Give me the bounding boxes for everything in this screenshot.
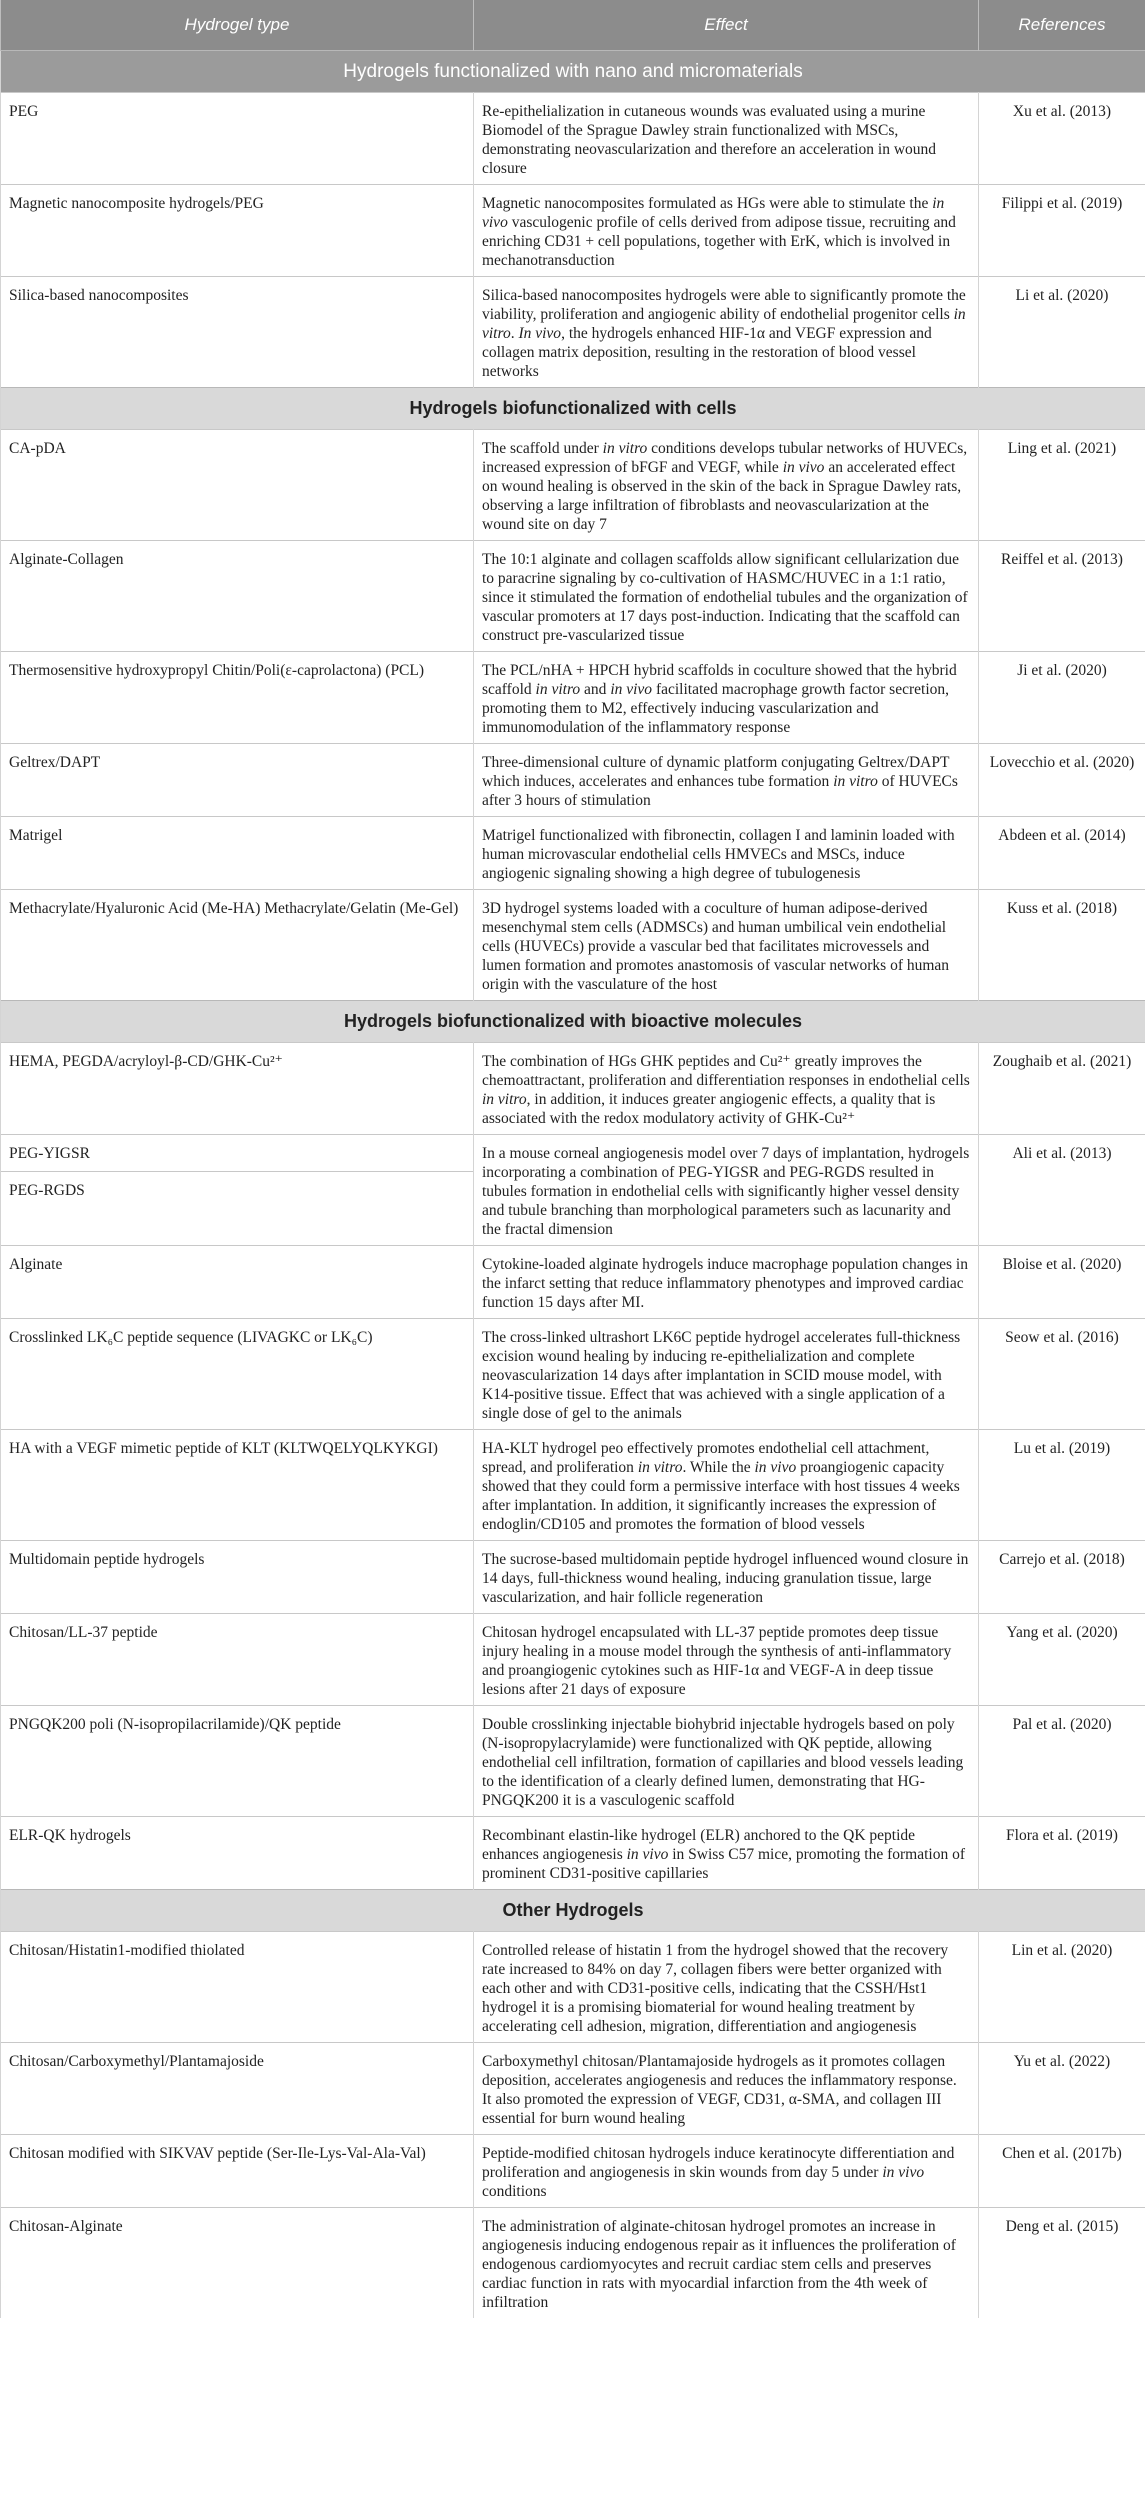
effect-cell: Magnetic nanocomposites formulated as HGs were able to stimulate the in vivo vasculogenic profile of cells derived from adipose tissue, recruiting and enriching CD31 + cell populations, together with ErK, which is involved in mechanotransduction [474, 185, 979, 277]
hydrogel-type-cell: Chitosan-Alginate [1, 2208, 474, 2319]
emphasis-term: in vitro [637, 1459, 683, 1476]
section-title: Other Hydrogels [1, 1890, 1145, 1932]
effect-cell: Silica-based nanocomposites hydrogels were able to significantly promote the viability, proliferation and angiogenic ability of endothelial progenitor cells in vitro. In vivo, the hydrogels enhanced HIF-1α and VEGF expression and collagen matrix deposition, resulting in the restoration of blood vessel networks [474, 277, 979, 388]
hydrogel-type-cell: Methacrylate/Hyaluronic Acid (Me-HA) Methacrylate/Gelatin (Me-Gel) [1, 890, 474, 1001]
hydrogel-type-cell: Chitosan modified with SIKVAV peptide (Ser-Ile-Lys-Val-Ala-Val) [1, 2135, 474, 2208]
section-row [1, 51, 1145, 93]
hydrogel-type-cell: CA-pDA [1, 430, 474, 541]
effect-cell: In a mouse corneal angiogenesis model over 7 days of implantation, hydrogels incorporating a combination of PEG-YIGSR and PEG-RGDS resulted in tubules formation in endothelial cells with significantly higher vessel density and tubule branching than morphological parameters such as lacunarity and the fractal dimension [474, 1135, 979, 1246]
emphasis-term: in vivo [782, 459, 825, 476]
section-row [1, 1001, 1145, 1043]
table-row [1, 1043, 1145, 1135]
effect-cell: Three-dimensional culture of dynamic platform conjugating Geltrex/DAPT which induces, accelerates and enhances tube formation in vitro of HUVECs after 3 hours of stimulation [474, 744, 979, 817]
header-effect: Effect [474, 0, 979, 51]
reference-cell: Kuss et al. (2018) [979, 890, 1145, 1001]
hydrogel-type-sub: PEG-RGDS [9, 1182, 85, 1199]
reference-cell: Flora et al. (2019) [979, 1817, 1145, 1890]
emphasis-term: in vitro [833, 773, 878, 790]
table-row [1, 1817, 1145, 1890]
hydrogel-type-cell: Chitosan/Carboxymethyl/Plantamajoside [1, 2043, 474, 2135]
hydrogel-type-cell: Alginate [1, 1246, 474, 1319]
table-row [1, 93, 1145, 185]
table-row [1, 1614, 1145, 1706]
effect-cell: Peptide-modified chitosan hydrogels induce keratinocyte differentiation and proliferation and angiogenesis in skin wounds from day 5 under in vivo conditions [474, 2135, 979, 2208]
emphasis-term: in vivo [482, 195, 945, 231]
reference-cell: Reiffel et al. (2013) [979, 541, 1145, 652]
reference-cell: Pal et al. (2020) [979, 1706, 1145, 1817]
reference-cell: Ji et al. (2020) [979, 652, 1145, 744]
reference-cell: Chen et al. (2017b) [979, 2135, 1145, 2208]
hydrogel-type-cell: PNGQK200 poli (N-isopropilacrilamide)/QK peptide [1, 1706, 474, 1817]
emphasis-term: in vitro [535, 681, 581, 698]
emphasis-term: in vitro [482, 306, 966, 342]
effect-cell: Recombinant elastin-like hydrogel (ELR) anchored to the QK peptide enhances angiogenesis in vivo in Swiss C57 mice, promoting the formation of prominent CD31-positive capillaries [474, 1817, 979, 1890]
section-title: Hydrogels functionalized with nano and micromaterials [1, 51, 1145, 93]
reference-cell: Ali et al. (2013) [979, 1135, 1145, 1246]
effect-cell: The 10:1 alginate and collagen scaffolds allow significant cellularization due to paracrine signaling by co-cultivation of HASMC/HUVEC in a 1:1 ratio, since it stimulated the formation of endothelial tubules and the organization of vascular promoters at 17 days post-induction. Indicating that the scaffold can construct pre-vascularized tissue [474, 541, 979, 652]
reference-cell: Filippi et al. (2019) [979, 185, 1145, 277]
hydrogel-type-cell: Chitosan/Histatin1-modified thiolated [1, 1932, 474, 2043]
hydrogel-type-cell: HEMA, PEGDA/acryloyl-β-CD/GHK-Cu²⁺ [1, 1043, 474, 1135]
reference-cell: Li et al. (2020) [979, 277, 1145, 388]
table-row [1, 2135, 1145, 2208]
reference-cell: Bloise et al. (2020) [979, 1246, 1145, 1319]
reference-cell: Yang et al. (2020) [979, 1614, 1145, 1706]
table-row [1, 652, 1145, 744]
hydrogel-type-cell: Silica-based nanocomposites [1, 277, 474, 388]
table-row [1, 2043, 1145, 2135]
hydrogel-type-cell: Multidomain peptide hydrogels [1, 1541, 474, 1614]
reference-cell: Lin et al. (2020) [979, 1932, 1145, 2043]
reference-cell: Lu et al. (2019) [979, 1430, 1145, 1541]
reference-cell: Deng et al. (2015) [979, 2208, 1145, 2319]
section-row [1, 388, 1145, 430]
hydrogel-type-cell: HA with a VEGF mimetic peptide of KLT (KLTWQELYQLKYKGI) [1, 1430, 474, 1541]
effect-cell: Matrigel functionalized with fibronectin, collagen I and laminin loaded with human microvascular endothelial cells HMVECs and MSCs, induce angiogenic signaling showing a high degree of tubulogenesis [474, 817, 979, 890]
effect-cell: Chitosan hydrogel encapsulated with LL-37 peptide promotes deep tissue injury healing in a mouse model through the synthesis of anti-inflammatory and proangiogenic cytokines such as HIF-1α and VEGF-A in deep tissue lesions after 21 days of exposure [474, 1614, 979, 1706]
table-row [1, 817, 1145, 890]
hydrogel-type-cell: Alginate-Collagen [1, 541, 474, 652]
emphasis-term: in vivo [626, 1846, 669, 1863]
effect-cell: The sucrose-based multidomain peptide hydrogel influenced wound closure in 14 days, full-thickness wound healing, inducing granulation tissue, large vascularization, and hair follicle regeneration [474, 1541, 979, 1614]
effect-cell: Carboxymethyl chitosan/Plantamajoside hydrogels as it promotes collagen deposition, accelerates angiogenesis and reduces the inflammatory response. It also promoted the expression of VEGF, CD31, α-SMA, and collagen III essential for burn wound healing [474, 2043, 979, 2135]
table-row [1, 890, 1145, 1001]
effect-cell: The administration of alginate-chitosan hydrogel promotes an increase in angiogenesis inducing endogenous repair as it influences the proliferation of endogenous cardiomyocytes and recruit cardiac stem cells and preserves cardiac function in rats with myocardial infarction from the 4th week of infiltration [474, 2208, 979, 2319]
effect-cell: The PCL/nHA + HPCH hybrid scaffolds in coculture showed that the hybrid scaffold in vitro and in vivo facilitated macrophage growth factor secretion, promoting them to M2, effectively inducing vascularization and immunomodulation of the inflammatory response [474, 652, 979, 744]
table-row [1, 744, 1145, 817]
table-row [1, 1541, 1145, 1614]
table-row [1, 185, 1145, 277]
effect-cell: The combination of HGs GHK peptides and Cu²⁺ greatly improves the chemoattractant, proliferation and differentiation responses in endothelial cells in vitro, in addition, it induces greater angiogenic effects, a quality that is associated with the redox modulatory activity of GHK-Cu²⁺ [474, 1043, 979, 1135]
reference-cell: Carrejo et al. (2018) [979, 1541, 1145, 1614]
hydrogel-type-cell [1, 1135, 474, 1246]
emphasis-term: in vitro [482, 1091, 527, 1108]
section-row [1, 1890, 1145, 1932]
header-hydrogel-type: Hydrogel type [1, 0, 474, 51]
hydrogel-type-cell: Magnetic nanocomposite hydrogels/PEG [1, 185, 474, 277]
emphasis-term: in vivo [882, 2164, 925, 2181]
table-row [1, 430, 1145, 541]
table-row [1, 1706, 1145, 1817]
table-row [1, 541, 1145, 652]
hydrogel-type-cell: PEG [1, 93, 474, 185]
effect-cell: The cross-linked ultrashort LK6C peptide hydrogel accelerates full-thickness excision wound healing by inducing re-epithelialization and complete neovascularization 14 days after implantation in SCID mouse model, with K14-positive tissue. Effect that was achieved with a single application of a single dose of gel to the animals [474, 1319, 979, 1430]
section-title: Hydrogels biofunctionalized with cells [1, 388, 1145, 430]
effect-cell: The scaffold under in vitro conditions develops tubular networks of HUVECs, increased expression of bFGF and VEGF, while in vivo an accelerated effect on wound healing is observed in the skin of the back in Sprague Dawley rats, observing a large infiltration of fibroblasts and neovascularization at the wound site on day 7 [474, 430, 979, 541]
table-row [1, 1246, 1145, 1319]
header-references: References [979, 0, 1145, 51]
table-row [1, 1932, 1145, 2043]
reference-cell: Zoughaib et al. (2021) [979, 1043, 1145, 1135]
effect-cell: Re-epithelialization in cutaneous wounds was evaluated using a murine Biomodel of the Sprague Dawley strain functionalized with MSCs, demonstrating neovascularization and therefore an acceleration in wound closure [474, 93, 979, 185]
table-header-row [1, 0, 1145, 51]
emphasis-term: in vivo [610, 681, 653, 698]
table-row [1, 2208, 1145, 2319]
table-row [1, 277, 1145, 388]
hydrogel-type-cell: Geltrex/DAPT [1, 744, 474, 817]
hydrogel-type-sub: PEG-YIGSR [1, 1135, 473, 1172]
emphasis-term: in vivo [754, 1459, 797, 1476]
effect-cell: HA-KLT hydrogel peo effectively promotes endothelial cell attachment, spread, and proliferation in vitro. While the in vivo proangiogenic capacity showed that they could form a permissive interface with host tissues 4 weeks after implantation. In addition, it significantly increases the expression of endoglin/CD105 and promotes the formation of blood vessels [474, 1430, 979, 1541]
table-row [1, 1135, 1145, 1246]
effect-cell: Double crosslinking injectable biohybrid injectable hydrogels based on poly (N-isopropylacrylamide) were functionalized with QK peptide, allowing endothelial cell infiltration, formation of capillaries and blood vessels leading to the identification of a clearly defined lumen, demonstrating that HG-PNGQK200 it is a vasculogenic scaffold [474, 1706, 979, 1817]
emphasis-term: in vitro [602, 440, 648, 457]
effect-cell: 3D hydrogel systems loaded with a coculture of human adipose-derived mesenchymal stem cells (ADMSCs) and human umbilical vein endothelial cells (HUVECs) provide a vascular bed that facilitates microvessels and lumen formation and promotes anastomosis of vascular networks of human origin with the vasculature of the host [474, 890, 979, 1001]
reference-cell: Ling et al. (2021) [979, 430, 1145, 541]
reference-cell: Lovecchio et al. (2020) [979, 744, 1145, 817]
hydrogel-type-cell: ELR-QK hydrogels [1, 1817, 474, 1890]
effect-cell: Controlled release of histatin 1 from the hydrogel showed that the recovery rate increased to 84% on day 7, collagen fibers were better organized with each other and with CD31-positive cells, indicating that the CSSH/Hst1 hydrogel it is a promising biomaterial for wound healing treatment by accelerating cell adhesion, migration, differentiation and angiogenesis [474, 1932, 979, 2043]
reference-cell: Abdeen et al. (2014) [979, 817, 1145, 890]
hydrogel-type-cell: Chitosan/LL-37 peptide [1, 1614, 474, 1706]
reference-cell: Seow et al. (2016) [979, 1319, 1145, 1430]
emphasis-term: In vivo [518, 325, 562, 342]
hydrogel-type-cell: Crosslinked LK₆C peptide sequence (LIVAGKC or LK₆C) [1, 1319, 474, 1430]
table-row [1, 1319, 1145, 1430]
table-row [1, 1430, 1145, 1541]
reference-cell: Yu et al. (2022) [979, 2043, 1145, 2135]
reference-cell: Xu et al. (2013) [979, 93, 1145, 185]
effect-cell: Cytokine-loaded alginate hydrogels induce macrophage population changes in the infarct setting that reduce inflammatory phenotypes and improved cardiac function 15 days after MI. [474, 1246, 979, 1319]
section-title: Hydrogels biofunctionalized with bioactive molecules [1, 1001, 1145, 1043]
hydrogel-type-cell: Matrigel [1, 817, 474, 890]
hydrogel-type-cell: Thermosensitive hydroxypropyl Chitin/Poli(ε-caprolactona) (PCL) [1, 652, 474, 744]
